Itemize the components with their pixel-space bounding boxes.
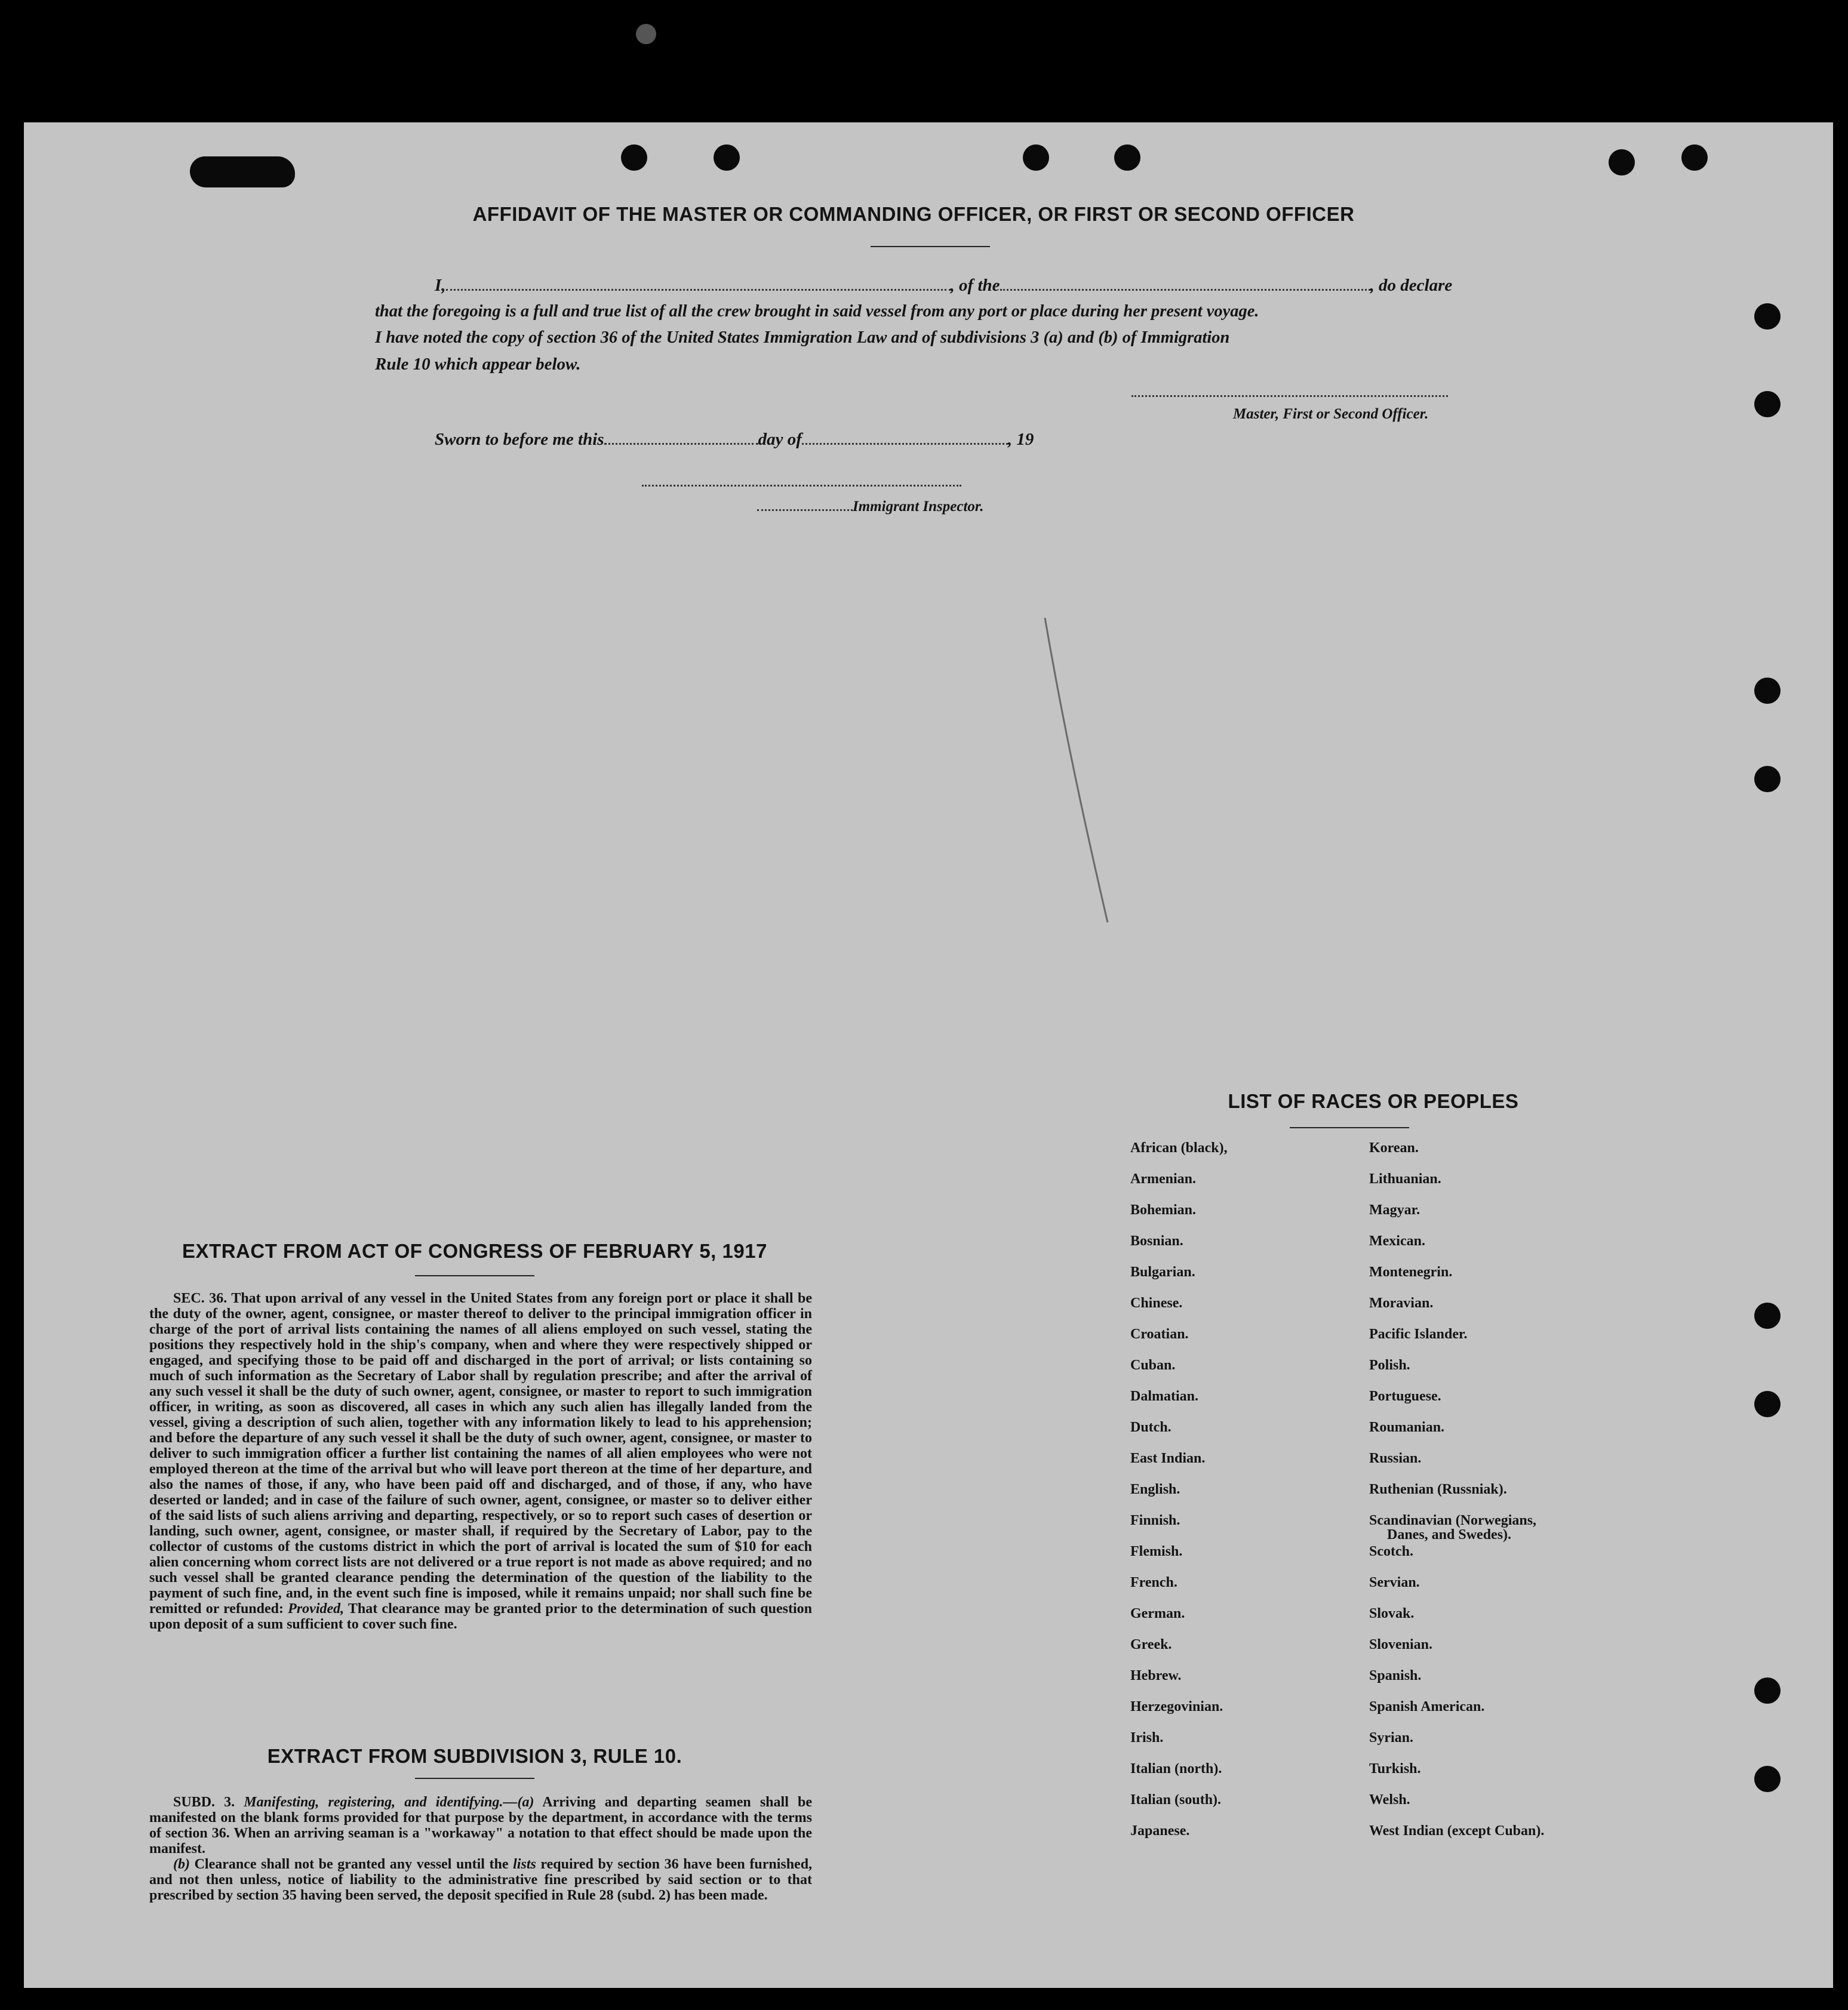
race-item: Croatian. <box>1130 1326 1189 1342</box>
rule-title: EXTRACT FROM SUBDIVISION 3, RULE 10. <box>267 1745 682 1767</box>
para-b-text-2: required by section 36 have been furnished, and not then unless, notice of liability to the administrative fine prescribed by said section or to that prescribed by section 35 having been served, the deposit specified in Rule 28 (subd. 2) has been made. <box>149 1857 813 1903</box>
act-title-underline <box>415 1275 534 1276</box>
race-item: Pacific Islander. <box>1369 1326 1468 1342</box>
inspector-line <box>757 498 984 515</box>
race-item: Lithuanian. <box>1369 1171 1441 1187</box>
punch-hole <box>1754 391 1781 417</box>
punch-hole <box>621 144 647 171</box>
section-ending: That clearance may be granted prior to the determination of such question upon deposit of a sum sufficient to cover such fine. <box>149 1601 812 1632</box>
race-item: Slovak. <box>1369 1606 1415 1621</box>
race-item: Italian (south). <box>1130 1792 1222 1808</box>
race-item: Bohemian. <box>1130 1202 1197 1218</box>
race-item: West Indian (except Cuban). <box>1369 1823 1545 1839</box>
race-item: Finnish. <box>1130 1513 1180 1528</box>
punch-hole <box>1754 1766 1781 1792</box>
race-item: Slovenian. <box>1369 1637 1433 1652</box>
race-item: Japanese. <box>1130 1823 1190 1839</box>
race-item-continuation: Danes, and Swedes). <box>1387 1527 1512 1543</box>
race-item: Scotch. <box>1369 1544 1413 1559</box>
race-item: Cuban. <box>1130 1358 1176 1373</box>
race-item: Syrian. <box>1369 1730 1414 1746</box>
scan-artifact-dot <box>636 24 656 44</box>
punch-hole <box>1754 766 1781 792</box>
races-column-2 <box>1369 1140 1544 1854</box>
punch-hole <box>714 144 740 171</box>
day-blank <box>604 443 758 445</box>
inspector-label: Immigrant Inspector. <box>853 498 984 515</box>
punch-hole <box>1023 144 1049 171</box>
race-item: Turkish. <box>1369 1761 1421 1777</box>
para-a-text: Arriving and departing seamen shall be manifested on the blank forms provided for that purpose by the department, in accordance with the terms of section 36. When an arriving seaman is a "workaway" a notation to that effect should be made upon the manifest. <box>149 1794 812 1857</box>
para-b-text-1: Clearance shall not be granted any vessel until the <box>194 1857 509 1872</box>
act-title: EXTRACT FROM ACT OF CONGRESS OF FEBRUARY 5, 1917 <box>182 1240 767 1262</box>
race-item: Mexican. <box>1369 1233 1425 1249</box>
punch-hole <box>1681 144 1708 171</box>
race-item: Greek. <box>1130 1637 1172 1652</box>
declarant-prefix: I, <box>435 276 446 295</box>
ink-blot <box>190 156 295 187</box>
subd-heading: Manifesting, registering, and identifying. <box>244 1794 503 1810</box>
para-b-label: (b) <box>173 1857 190 1872</box>
sworn-text: Sworn to before me this <box>435 430 604 449</box>
race-item: English. <box>1130 1482 1180 1497</box>
provided-text: Provided, <box>288 1601 345 1617</box>
pencil-mark <box>1042 615 1114 925</box>
name-blank <box>446 289 951 291</box>
race-item: Roumanian. <box>1369 1420 1445 1435</box>
affidavit-title: AFFIDAVIT OF THE MASTER OR COMMANDING OFFICER, OR FIRST OR SECOND OFFICER <box>472 203 1355 225</box>
declaration-line <box>435 276 1452 296</box>
race-item: Welsh. <box>1369 1792 1410 1808</box>
races-column-1 <box>1130 1140 1228 1854</box>
race-item: Italian (north). <box>1130 1761 1222 1777</box>
race-item: Herzegovinian. <box>1130 1699 1223 1714</box>
race-item: German. <box>1130 1606 1185 1621</box>
para-a-label: —(a) <box>503 1794 534 1810</box>
punch-hole <box>1754 303 1781 330</box>
of-the-text: , of the <box>950 276 1000 295</box>
section-36-text <box>149 1291 812 1632</box>
race-item: Hebrew. <box>1130 1668 1182 1683</box>
races-title: LIST OF RACES OR PEOPLES <box>1228 1090 1519 1112</box>
inspector-signature-line <box>642 485 961 487</box>
vessel-blank <box>1000 289 1370 291</box>
punch-hole <box>1114 144 1140 171</box>
race-item: Korean. <box>1369 1140 1419 1156</box>
race-item: Bosnian. <box>1130 1233 1183 1249</box>
affidavit-line-2: that the foregoing is a full and true list of all the crew brought in said vessel from any port or place during her present voyage. <box>375 302 1259 321</box>
section-label: SEC. 36. <box>173 1291 227 1306</box>
affidavit-line-4: Rule 10 which appear below. <box>375 355 581 374</box>
race-item: Moravian. <box>1369 1295 1434 1311</box>
races-title-underline <box>1290 1127 1409 1128</box>
race-item: Chinese. <box>1130 1295 1183 1311</box>
race-item: Scandinavian (Norwegians, <box>1369 1513 1537 1528</box>
rule-10-text <box>149 1794 812 1903</box>
sworn-line <box>435 430 1034 450</box>
race-item: Bulgarian. <box>1130 1264 1195 1280</box>
punch-hole <box>1754 1391 1781 1417</box>
year-text: , 19 <box>1007 430 1034 449</box>
race-item-scandinavian <box>1369 1513 1544 1544</box>
race-item: African (black), <box>1130 1140 1228 1156</box>
rule-title-underline <box>415 1778 534 1779</box>
race-item: Armenian. <box>1130 1171 1196 1187</box>
declare-text: , do declare <box>1370 276 1453 295</box>
section-body: That upon arrival of any vessel in the United States from any foreign port or place it shall be the duty of the owner, agent, consignee, or master thereof to deliver to the principal immigration officer in charge of the port of arrival lists containing the names of all aliens employed on such vessel, stating the positions they respectively hold in the ship's company, when and where they were respectively shipped or engaged, and specifying those to be paid off and discharged in the port of arrival; or lists containing so much of such information as the Secretary of Labor shall by regulation prescribe; and after the arrival of any such vessel it shall be the duty of such owner, agent, consignee, or master to report to such immigration officer, in writing, as soon as discovered, all cases in which any such alien has illegally landed from the vessel, giving a description of such alien, together with any information likely to lead to his apprehension; and before the departure of any such vessel it shall be the duty of such owner, agent, consignee, or master to deliver to such immigration officer a further list containing the names of all alien employees who were not employed thereon at the time of the arrival but who will leave port thereon at the time of her departure, and also the names of those, if any, who have been paid off and discharged, and of those, if any, who have deserted or landed; and in case of the failure of such owner, agent, consignee, or master so to deliver either of the said lists of such aliens arriving and departing, respectively, or so to report such cases of desertion or landing, such owner, agent, consignee, or master shall, if required by the Secretary of Labor, pay to the collector of customs of the customs district in which the port of arrival is located the sum of $10 for each alien concerning whom correct lists are not delivered or a true report is not made as above required; and no such vessel shall be granted clearance pending the determination of the question of the liability to the payment of such fine, and, in the event such fine is imposed, while it remains unpaid; nor shall such fine be remitted or refunded: <box>149 1291 813 1617</box>
race-item: Montenegrin. <box>1369 1264 1453 1280</box>
race-item: Portuguese. <box>1369 1389 1441 1404</box>
punch-hole <box>1609 149 1635 176</box>
master-signature-label: Master, First or Second Officer. <box>1233 406 1429 422</box>
race-item: Irish. <box>1130 1730 1164 1746</box>
race-item: Spanish American. <box>1369 1699 1485 1714</box>
para-b-lists: lists <box>513 1857 536 1872</box>
race-item: Russian. <box>1369 1451 1422 1466</box>
race-item: Magyar. <box>1369 1202 1420 1218</box>
race-item: Polish. <box>1369 1358 1410 1373</box>
title-underline <box>871 246 990 247</box>
affidavit-line-3: I have noted the copy of section 36 of the United States Immigration Law and of subdivisions 3 (a) and (b) of Immigration <box>375 328 1230 347</box>
punch-hole <box>1754 1677 1781 1704</box>
race-item: French. <box>1130 1575 1177 1590</box>
master-signature-line <box>1131 395 1448 397</box>
race-item: Dutch. <box>1130 1420 1171 1435</box>
race-item: Flemish. <box>1130 1544 1183 1559</box>
punch-hole <box>1754 678 1781 704</box>
day-of-text: day of <box>758 430 802 449</box>
race-item: East Indian. <box>1130 1451 1206 1466</box>
inspector-blank <box>757 509 853 511</box>
race-item: Spanish. <box>1369 1668 1422 1683</box>
month-blank <box>802 443 1008 445</box>
subd-label: SUBD. 3. <box>173 1794 235 1810</box>
race-item: Dalmatian. <box>1130 1389 1198 1404</box>
document-sheet <box>24 122 1833 1988</box>
race-item: Ruthenian (Russniak). <box>1369 1482 1507 1497</box>
punch-hole <box>1754 1303 1781 1329</box>
race-item: Servian. <box>1369 1575 1420 1590</box>
